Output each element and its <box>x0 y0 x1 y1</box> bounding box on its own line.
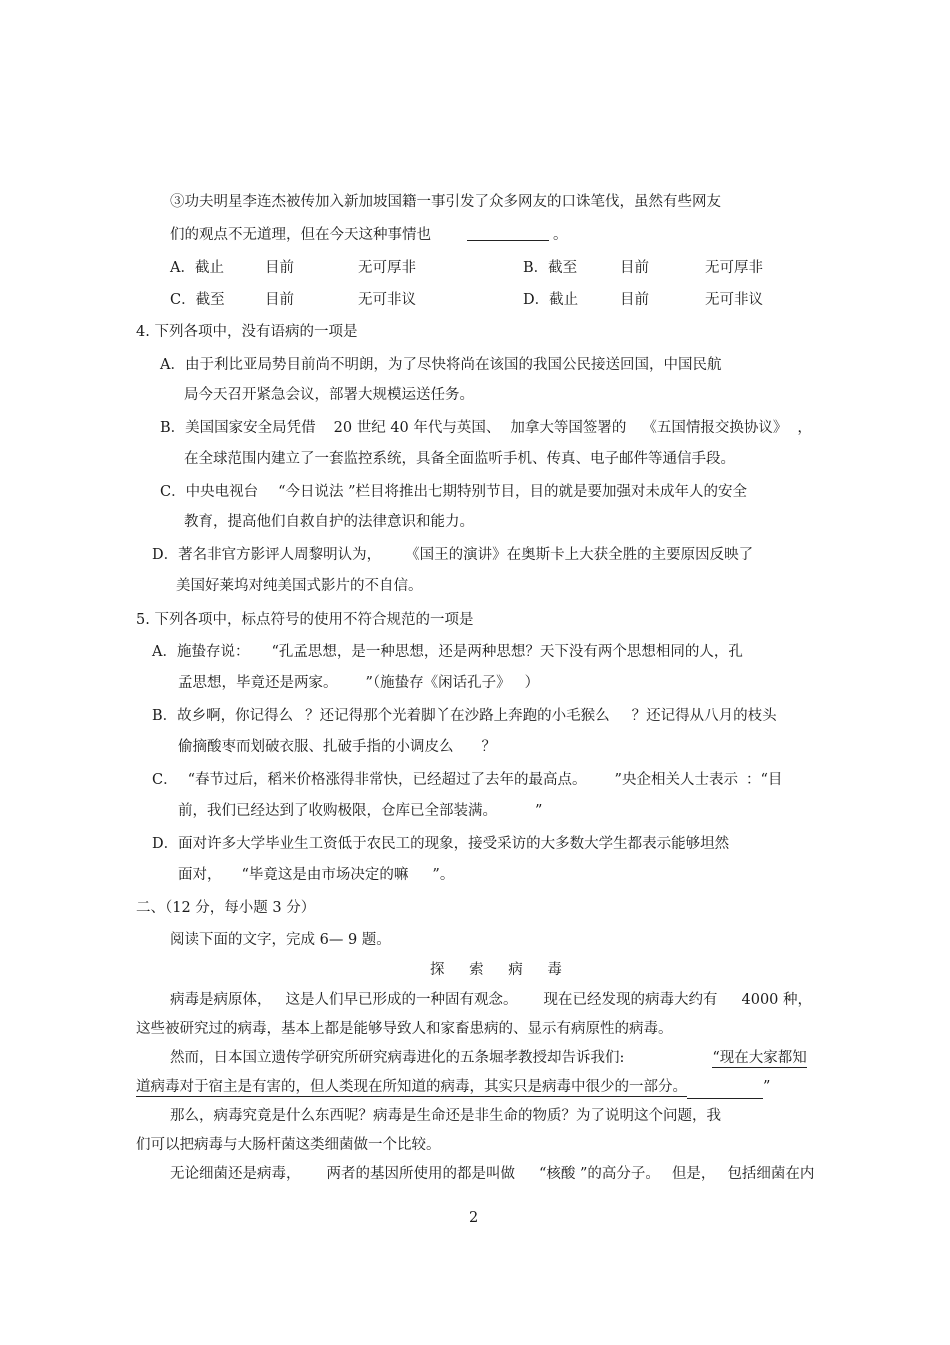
page-number: 2 <box>469 1210 479 1226</box>
q3-option-c <box>170 290 225 310</box>
q4-option-c-line1 <box>160 482 747 502</box>
article-p4-line1 <box>170 1164 814 1184</box>
text-segment: 但是， <box>671 1166 716 1182</box>
text-segment: ：“目 <box>745 772 783 788</box>
q3-answer-blank <box>467 239 549 241</box>
underline-tail <box>687 1077 763 1099</box>
section2-heading: 二、（12 分，每小题 3 分） <box>136 900 316 916</box>
q3-stem-line1: ③功夫明星李连杰被传加入新加坡国籍一事引发了众多网友的口诛笔伐，虽然有些网友 <box>170 194 721 210</box>
text-segment: B．美国国家安全局凭借 <box>160 420 316 436</box>
text-segment: ” <box>763 1079 771 1095</box>
q5-stem: 5. 下列各项中，标点符号的使用不符合规范的一项是 <box>136 612 474 628</box>
text-segment: C． <box>152 772 178 788</box>
q3-option-a <box>170 258 224 278</box>
text-segment: 面对， <box>178 867 222 883</box>
option-letter: D． <box>523 292 550 308</box>
text-segment: 20 世纪 40 年代与英国、 <box>333 420 501 436</box>
text-segment: 加拿大等国签署的 <box>510 420 627 436</box>
text-segment: 现在已经发现的病毒大约有 <box>543 992 718 1008</box>
text-segment: 《国王的演讲》在奥斯卡上大获全胜的主要原因反映了 <box>405 547 754 563</box>
text-segment: ？还记得那个光着脚丫在沙路上奔跑的小毛猴么 <box>305 708 610 724</box>
article-title: 探 索 病 毒 <box>430 962 572 978</box>
section2-instruction: 阅读下面的文字，完成 6— 9 题。 <box>170 932 391 948</box>
q3-option-b <box>523 258 577 278</box>
q3-option-b-w2: 目前 <box>620 260 649 276</box>
article-p1-line1 <box>170 990 812 1010</box>
q4-option-b-line2: 在全球范围内建立了一套监控系统，具备全面监听手机、传真、电子邮件等通信手段。 <box>184 451 735 467</box>
option-word: 截止 <box>549 292 579 308</box>
option-letter: A． <box>170 260 195 276</box>
text-segment: ？ <box>481 739 496 755</box>
text-segment: ） <box>524 675 540 691</box>
q4-option-a-line2: 局今天召开紧急会议，部署大规模运送任务。 <box>184 387 474 403</box>
text-segment: C．中央电视台 <box>160 484 259 500</box>
text-segment: 包括细菌在内 <box>727 1166 815 1182</box>
text-segment: 偷摘酸枣而划破衣服、扎破手指的小调皮么 <box>178 739 454 755</box>
q5-option-d-line2 <box>178 865 454 885</box>
text-segment: 孟思想，毕竟还是两家。 <box>178 675 338 691</box>
q4-stem: 4. 下列各项中，没有语病的一项是 <box>136 324 358 340</box>
text-segment: ？还记得从八月的枝头 <box>631 708 777 724</box>
q3-stem-end: 。 <box>553 227 568 243</box>
q3-option-c-w2: 目前 <box>265 292 294 308</box>
text-segment: ”央企相关人士表示 <box>614 772 738 788</box>
text-segment: D．著名非官方影评人周黎明认为， <box>152 547 382 563</box>
text-segment: 病毒是病原体， <box>170 992 272 1008</box>
text-segment: 前，我们已经达到了收购极限，仓库已全部装满。 <box>178 803 497 819</box>
article-p3-line1: 那么，病毒究竟是什么东西呢？病毒是生命还是非生命的物质？为了说明这个问题，我 <box>170 1108 721 1124</box>
q3-option-b-w3: 无可厚非 <box>705 260 763 276</box>
q5-option-c-line2 <box>178 801 542 821</box>
q5-option-d-line1: D．面对许多大学毕业生工资低于农民工的现象，接受采访的大多数大学生都表示能够坦然 <box>152 836 730 852</box>
q3-option-d-w3: 无可非议 <box>705 292 763 308</box>
q3-stem-line2 <box>170 225 568 245</box>
article-p2-line2 <box>136 1077 770 1099</box>
q4-option-c-line2: 教育，提高他们自救自护的法律意识和能力。 <box>184 514 474 530</box>
text-segment: “核酸 ”的高分子。 <box>539 1166 660 1182</box>
option-word: 截至 <box>195 292 225 308</box>
text-segment: ”。 <box>432 867 455 883</box>
q4-option-a-line1: A．由于利比亚局势目前尚不明朗，为了尽快将尚在该国的我国公民接送回国，中国民航 <box>160 357 722 373</box>
q5-option-a-line1 <box>152 642 743 662</box>
text-segment: 《五国情报交换协议》 <box>642 420 788 436</box>
text-segment: ， <box>797 420 812 436</box>
q4-option-b-line1 <box>160 418 812 438</box>
article-p1-line2: 这些被研究过的病毒，基本上都是能够导致人和家畜患病的、显示有病原性的病毒。 <box>136 1021 673 1037</box>
text-segment: “春节过后，稻米价格涨得非常快，已经超过了去年的最高点。 <box>187 772 587 788</box>
q5-option-c-line1 <box>152 770 782 790</box>
option-word: 截止 <box>194 260 224 276</box>
q5-option-b-line1 <box>152 706 777 726</box>
article-p3-line2: 们可以把病毒与大肠杆菌这类细菌做一个比较。 <box>136 1137 441 1153</box>
q4-option-d-line1 <box>152 545 753 565</box>
text-segment: 4000 种， <box>741 992 813 1008</box>
text-segment: ”（施蛰存《闲话孔子》 <box>365 675 511 691</box>
article-p2-line1 <box>170 1048 807 1068</box>
text-segment: A．施蛰存说： <box>152 644 250 660</box>
q3-option-d-w2: 目前 <box>620 292 649 308</box>
text-segment: “毕竟这是由市场决定的嘛 <box>241 867 409 883</box>
q3-option-a-w3: 无可厚非 <box>358 260 416 276</box>
text-segment: “今日说法 ”栏目将推出七期特别节目，目的就是要加强对未成年人的安全 <box>278 484 748 500</box>
q3-stem-text: 们的观点不无道理，但在今天这种事情也 <box>170 227 431 243</box>
underlined-quote: 道病毒对于宿主是有害的，但人类现在所知道的病毒，其实只是病毒中很少的一部分。 <box>136 1079 687 1095</box>
option-letter: C． <box>170 292 196 308</box>
text-segment: B．故乡啊，你记得么 <box>152 708 294 724</box>
q3-option-a-w2: 目前 <box>265 260 294 276</box>
option-word: 截至 <box>548 260 578 276</box>
q3-option-d <box>523 290 578 310</box>
text-segment: 然而，日本国立遗传学研究所研究病毒进化的五条堀孝教授却告诉我们: <box>170 1050 625 1066</box>
text-segment: ” <box>535 803 543 819</box>
underlined-quote: “现在大家都知 <box>712 1050 807 1066</box>
q5-option-a-line2 <box>178 673 539 693</box>
text-segment: 无论细菌还是病毒， <box>170 1166 301 1182</box>
text-segment: 两者的基因所使用的都是叫做 <box>326 1166 515 1182</box>
text-segment: “孔孟思想，是一种思想，还是两种思想？天下没有两个思想相同的人，孔 <box>271 644 743 660</box>
text-segment: 这是人们早已形成的一种固有观念。 <box>285 992 518 1008</box>
q4-option-d-line2: 美国好莱坞对纯美国式影片的不自信。 <box>176 578 423 594</box>
q5-option-b-line2 <box>178 737 496 757</box>
option-letter: B． <box>523 260 549 276</box>
q3-option-c-w3: 无可非议 <box>358 292 416 308</box>
